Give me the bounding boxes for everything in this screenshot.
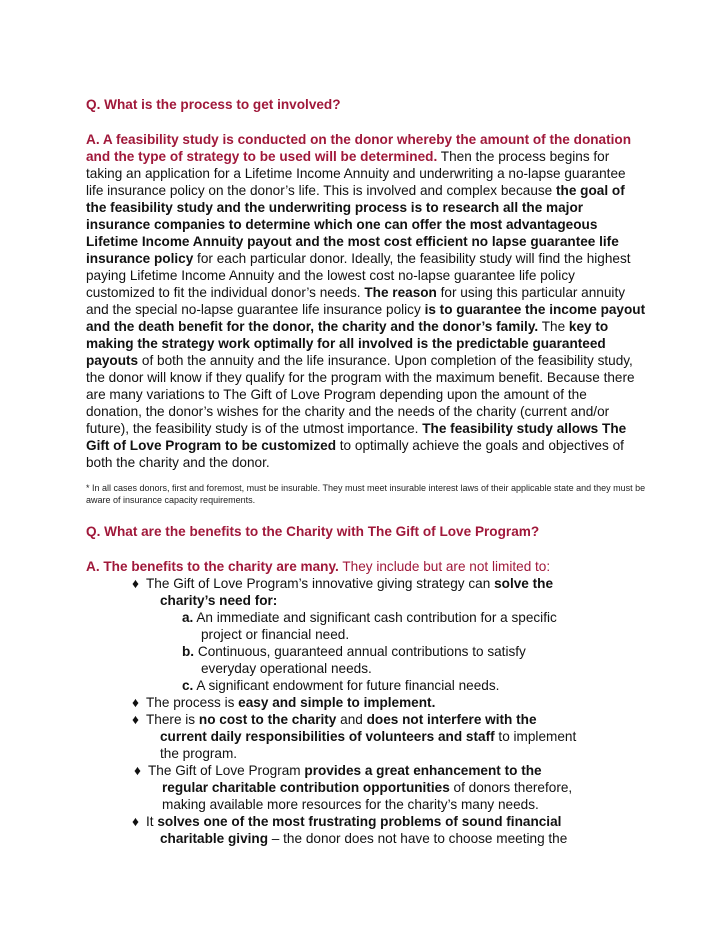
need-item-a: a. An immediate and significant cash contribution for a specific project or financial need. <box>182 610 557 642</box>
answer-lead: A. A feasibility study is conducted on the donor whereby the amount of the donation and the type of strategy to be used will be determined. <box>86 132 632 164</box>
benefit-item-easy: ♦ The process is easy and simple to implement. <box>132 695 436 710</box>
need-item-c: c. A significant endowment for future financial needs. <box>182 678 500 693</box>
benefit-item-solve-needs: ♦ The Gift of Love Program’s innovative giving strategy can solve the charity’s need for: <box>132 576 554 608</box>
benefit-item-enhancement: ♦ The Gift of Love Program provides a great enhancement to the regular charitable contribution opportunities of donors therefore, making available more resources for the charity’s many needs. <box>134 763 573 812</box>
need-item-b: b. Continuous, guaranteed annual contributions to satisfy everyday operational needs. <box>182 644 526 676</box>
document-body <box>86 96 646 847</box>
diamond-bullet-icon: ♦ <box>134 763 141 778</box>
answer-benefits: A. The benefits to the charity are many. They include but are not limited to: <box>86 559 551 574</box>
diamond-bullet-icon: ♦ <box>132 712 139 727</box>
footnote: * In all cases donors, first and foremost, must be insurable. They must meet insurable interest laws of their applicable state and they must be aware of insurance capacity requirements. <box>86 483 646 505</box>
diamond-bullet-icon: ♦ <box>132 576 139 591</box>
question-process: Q. What is the process to get involved? <box>86 97 341 112</box>
diamond-bullet-icon: ♦ <box>132 695 139 710</box>
question-benefits: Q. What are the benefits to the Charity with The Gift of Love Program? <box>86 524 540 539</box>
answer-process: A. A feasibility study is conducted on the donor whereby the amount of the donation and the type of strategy to be used will be determined. Then the process begins for taking an application for a Lifetime Income Annuity and underwriting a no-lapse guarantee life insurance policy on the donor’s life. This is involved and complex because the goal of the feasibility study and the underwriting process is to research all the major insurance companies to determine which one can offer the most advantageous Lifetime Income Annuity payout and the most cost efficient no lapse guarantee life insurance policy for each particular donor. Ideally, the feasibility study will find the highest paying Lifetime Income Annuity and the lowest cost no-lapse guarantee life policy customized to fit the individual donor’s needs. The reason for using this particular annuity and the special no-lapse guarantee life insurance policy is to guarantee the income payout and the death benefit for the donor, the charity and the donor’s family. The key to making the strategy work optimally for all involved is the predictable guaranteed payouts of both the annuity and the life insurance. Upon completion of the feasibility study, the donor will know if they qualify for the program with the maximum benefit. Because there are many variations to The Gift of Love Program depending upon the amount of the donation, the donor’s wishes for the charity and the needs of the charity (current and/or future), the feasibility study is of the utmost importance. The feasibility study allows The Gift of Love Program to be customized to optimally achieve the goals and objectives of both the charity and the donor. <box>86 132 646 470</box>
diamond-bullet-icon: ♦ <box>132 814 139 829</box>
benefit-item-no-cost: ♦ There is no cost to the charity and does not interfere with the current daily responsibilities of volunteers and staff to implement the program. <box>132 712 577 761</box>
benefit-item-solves-problem: ♦ It solves one of the most frustrating problems of sound financial charitable giving – the donor does not have to choose meeting the <box>132 814 568 846</box>
